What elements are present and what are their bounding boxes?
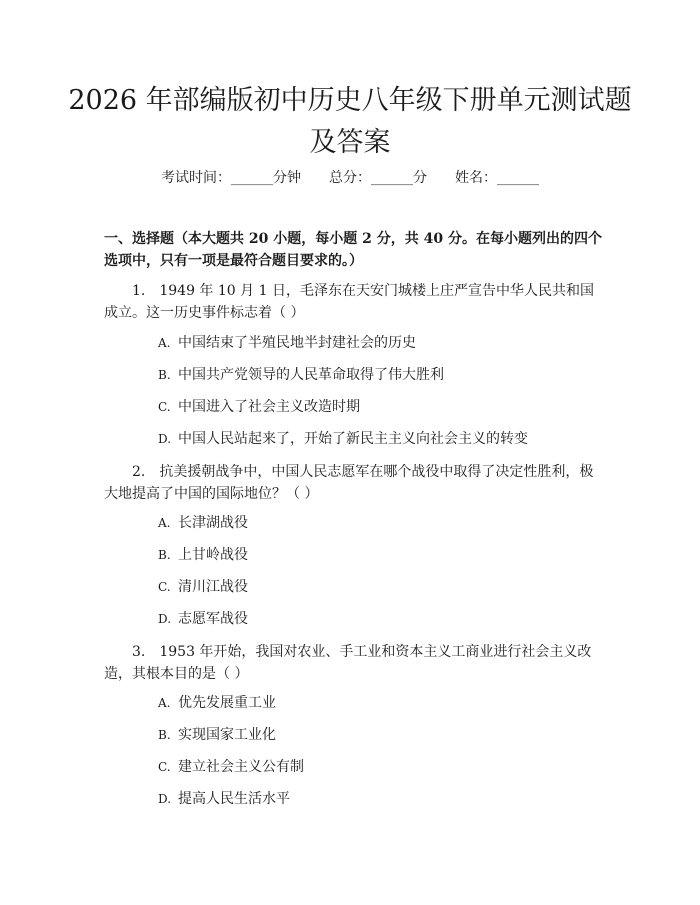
- option-letter: C.: [158, 580, 171, 594]
- question-1-option-d: [158, 429, 598, 449]
- option-text: 上甘岭战役: [178, 547, 248, 563]
- option-text: 建立社会主义公有制: [178, 759, 304, 775]
- option-letter: C.: [158, 400, 171, 414]
- option-letter: D.: [158, 792, 172, 806]
- question-3-option-d: [158, 789, 598, 809]
- student-name-field: 姓名：______: [455, 170, 539, 186]
- option-letter: B.: [158, 728, 171, 742]
- option-letter: B.: [158, 368, 171, 382]
- option-text: 志愿军战役: [178, 611, 248, 627]
- option-text: 实现国家工业化: [178, 727, 276, 743]
- option-text: 提高人民生活水平: [178, 791, 290, 807]
- option-letter: D.: [158, 432, 172, 446]
- option-text: 中国共产党领导的人民革命取得了伟大胜利: [178, 367, 444, 383]
- option-letter: D.: [158, 612, 172, 626]
- exam-info-line: [0, 168, 700, 188]
- option-letter: B.: [158, 548, 171, 562]
- document-title: 2026 年部编版初中历史八年级下册单元测试题及答案: [68, 85, 632, 158]
- question-2-stem: 2. 抗美援朝战争中，中国人民志愿军在哪个战役中取得了决定性胜利，极大地提高了中国的国际地位？（ ）: [104, 464, 594, 502]
- question-1-stem: 1. 1949 年 10 月 1 日，毛泽东在天安门城楼上庄严宣告中华人民共和国成立。这一历史事件标志着（ ）: [104, 283, 594, 321]
- question-3-option-a: [158, 693, 598, 713]
- exam-time-field: 考试时间：______分钟: [161, 170, 301, 186]
- option-letter: A.: [158, 336, 171, 350]
- question-2-option-d: [158, 609, 598, 629]
- option-text: 长津湖战役: [178, 515, 248, 531]
- option-letter: C.: [158, 760, 171, 774]
- question-2-option-a: [158, 513, 598, 533]
- question-3-option-b: [158, 725, 598, 745]
- option-text: 清川江战役: [178, 579, 248, 595]
- option-letter: A.: [158, 696, 171, 710]
- question-3-option-c: [158, 757, 598, 777]
- option-text: 中国人民站起来了，开始了新民主主义向社会主义的转变: [178, 431, 528, 447]
- question-1-option-c: [158, 397, 598, 417]
- question-2-option-b: [158, 545, 598, 565]
- option-letter: A.: [158, 516, 171, 530]
- option-text: 中国结束了半殖民地半封建社会的历史: [178, 335, 416, 351]
- question-1-option-a: [158, 333, 598, 353]
- question-2-option-c: [158, 577, 598, 597]
- total-score-field: 总分：______分: [329, 170, 427, 186]
- question-1-option-b: [158, 365, 598, 385]
- option-text: 中国进入了社会主义改造时期: [178, 399, 360, 415]
- question-3-stem: 3. 1953 年开始，我国对农业、手工业和资本主义工商业进行社会主义改造，其根本目的是（ ）: [104, 644, 592, 682]
- section-heading: 一、选择题（本大题共 20 小题，每小题 2 分，共 40 分。在每小题列出的四个选项中，只有一项是最符合题目要求的。）: [104, 231, 602, 269]
- option-text: 优先发展重工业: [178, 695, 276, 711]
